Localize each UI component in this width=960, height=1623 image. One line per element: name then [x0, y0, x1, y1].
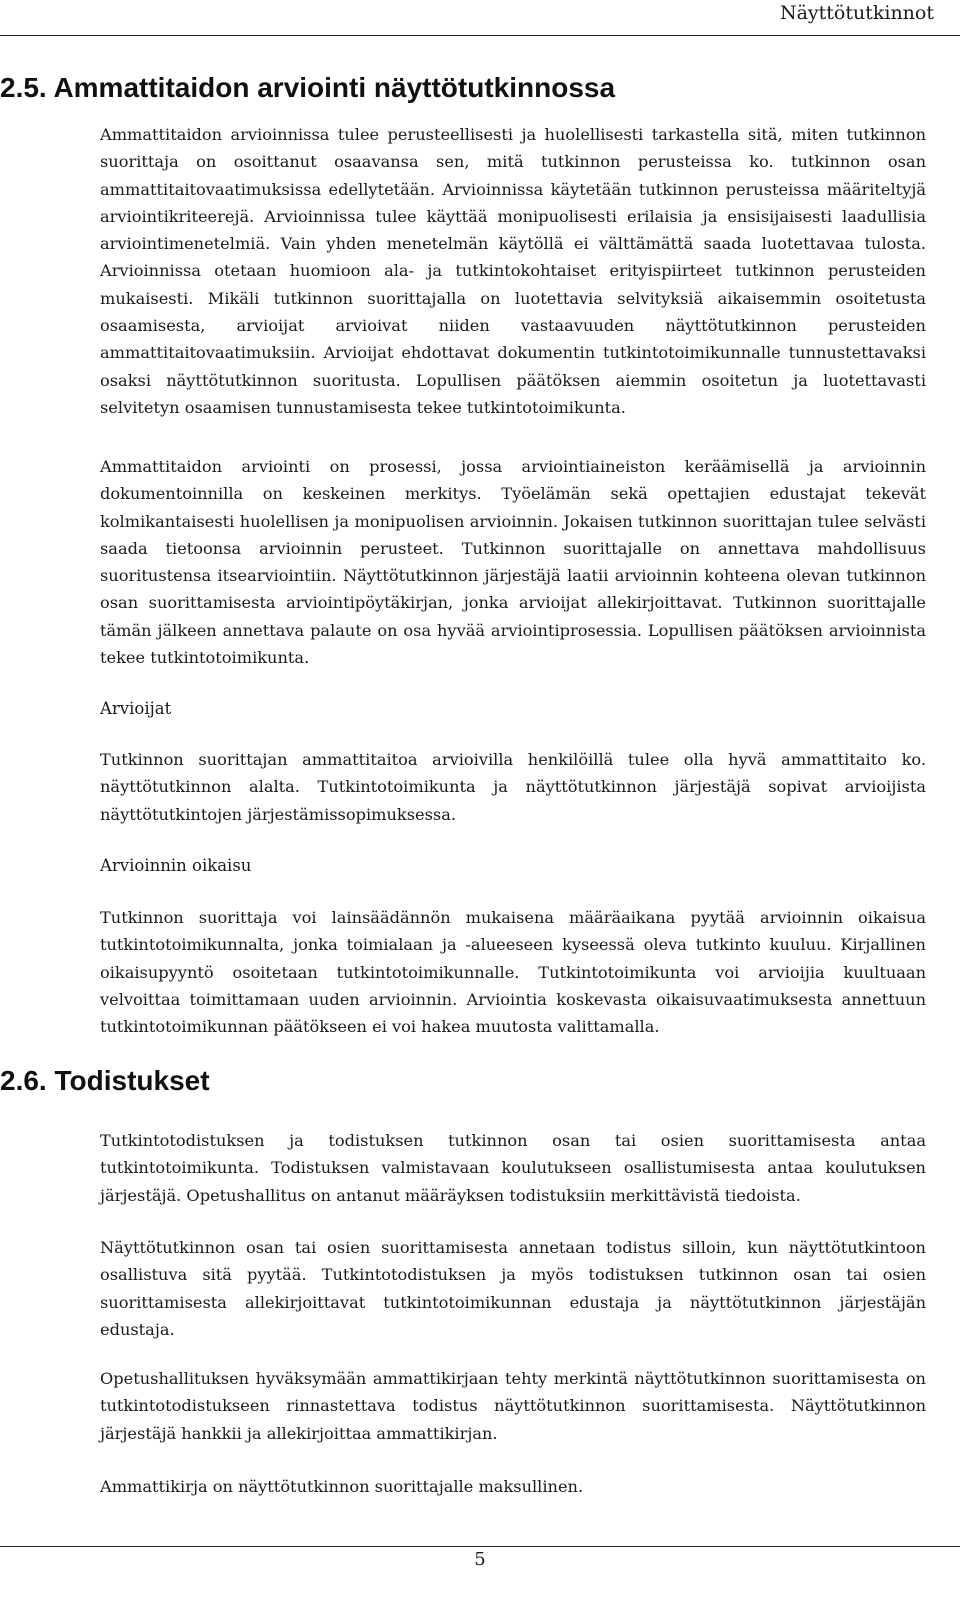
page-header — [0, 0, 960, 48]
paragraph-certificates-issuing: Näyttötutkinnon osan tai osien suorittamisesta annetaan todistus silloin, kun näyttötutkintoon osallistuva sitä pyytää. Tutkintotodistuksen ja myös todistuksen tutkinnon osan tai osien suorittamisesta allekirjoittavat tutkintotoimikunnan edustaja ja näyttötutkinnon järjestäjän edustaja. — [100, 1238, 926, 1339]
paragraph-certificates-intro: Tutkintotodistuksen ja todistuksen tutkinnon osan tai osien suorittamisesta antaa tutkintotoimikunta. Todistuksen valmistavaan koulutukseen osallistumisesta antaa koulutuksen järjestäjä. Opetushallitus on antanut määräyksen todistuksiin merkittävistä tiedoista. — [100, 1131, 926, 1205]
section-heading-2-5: 2.5. Ammattitaidon arviointi näyttötutkinnossa — [0, 72, 616, 103]
paragraph-assessors: Tutkinnon suorittajan ammattitaitoa arvioivilla henkilöillä tulee olla hyvä ammattitaito ko. näyttötutkinnon alalta. Tutkintotoimikunta ja näyttötutkinnon järjestäjä sopivat arvioijista näyttötutkintojen järjestämissopimuksessa. — [100, 750, 926, 824]
footer-rule — [0, 1546, 960, 1547]
paragraph-ammattikirja-fee: Ammattikirja on näyttötutkinnon suorittajalle maksullinen. — [100, 1477, 584, 1496]
paragraph-assessment-intro: Ammattitaidon arvioinnissa tulee perusteellisesti ja huolellisesti tarkastella sitä, miten tutkinnon suorittaja on osoittanut osaavansa sen, mitä tutkinnon perusteissa ko. tutkinnon osan ammattitaitovaatimuksissa edellytetään. Arvioinnissa käytetään tutkinnon perusteissa määriteltyjä arviointikriteerejä. Arvioinnissa tulee käyttää monipuolisesti erilaisia ja ensisijaisesti laadullisia arviointimenetelmiä. Vain yhden menetelmän käytöllä ei välttämättä saada luotettavaa tulosta. Arvioinnissa otetaan huomioon ala- ja tutkintokohtaiset erityispiirteet tutkinnon perusteiden mukaisesti. Mikäli tutkinnon suorittajalla on luotettavia selvityksiä aikaisemmin osoitetusta osaamisesta, arvioijat arvioivat niiden vastaavuuden näyttötutkinnon perusteiden ammattitaitovaatimuksiin. Arvioijat ehdottavat dokumentin tutkintotoimikunnalle tunnustettavaksi osaksi näyttötutkinnon suoritusta. Lopullisen päätöksen aiemmin osoitetun ja luotettavasti selvitetyn osaamisen tunnustamisesta tekee tutkintotoimikunta. — [100, 125, 926, 417]
paragraph-assessment-correction: Tutkinnon suorittaja voi lainsäädännön mukaisena määräaikana pyytää arvioinnin oikaisua tutkintotoimikunnalta, jonka toimialaan ja -alueeseen kyseessä oleva tutkinto kuuluu. Kirjallinen oikaisupyyntö osoitetaan tutkintotoimikunnalle. Tutkintotoimikunta voi arvioijia kuultuaan velvoittaa toimittamaan uuden arvioinnin. Arviointia koskevasta oikaisuvaatimuksesta annettuun tutkintotoimikunnan päätökseen ei voi hakea muutosta valittamalla. — [100, 908, 926, 1037]
page-number: 5 — [474, 1549, 486, 1570]
section-heading-2-6: 2.6. Todistukset — [0, 1065, 210, 1096]
subheading-arvioinnin-oikaisu: Arvioinnin oikaisu — [100, 856, 252, 875]
running-title: Näyttötutkinnot — [779, 2, 934, 24]
paragraph-ammattikirja: Opetushallituksen hyväksymään ammattikirjaan tehty merkintä näyttötutkinnon suorittamisesta on tutkintotodistukseen rinnastettava todistus näyttötutkinnon suorittamisesta. Näyttötutkinnon järjestäjä hankkii ja allekirjoittaa ammattikirjan. — [100, 1369, 926, 1443]
subheading-arvioijat: Arvioijat — [100, 699, 172, 718]
paragraph-assessment-process: Ammattitaidon arviointi on prosessi, jossa arviointiaineiston keräämisellä ja arvioinnin dokumentoinnilla on keskeinen merkitys. Työelämän sekä opettajien edustajat tekevät kolmikantaisesti huolellisen ja monipuolisen arvioinnin. Jokaisen tutkinnon suorittajan tulee selvästi saada tietoonsa arvioinnin perusteet. Tutkinnon suorittajalle on annettava mahdollisuus suoritustensa itsearviointiin. Näyttötutkinnon järjestäjä laatii arvioinnin kohteena olevan tutkinnon osan suorittamisesta arviointipöytäkirjan, jonka arvioijat allekirjoittavat. Tutkinnon suorittajalle tämän jälkeen annettava palaute on osa hyvää arviointiprosessia. Lopullisen päätöksen arvioinnista tekee tutkintotoimikunta. — [100, 457, 926, 668]
header-rule — [0, 35, 960, 36]
